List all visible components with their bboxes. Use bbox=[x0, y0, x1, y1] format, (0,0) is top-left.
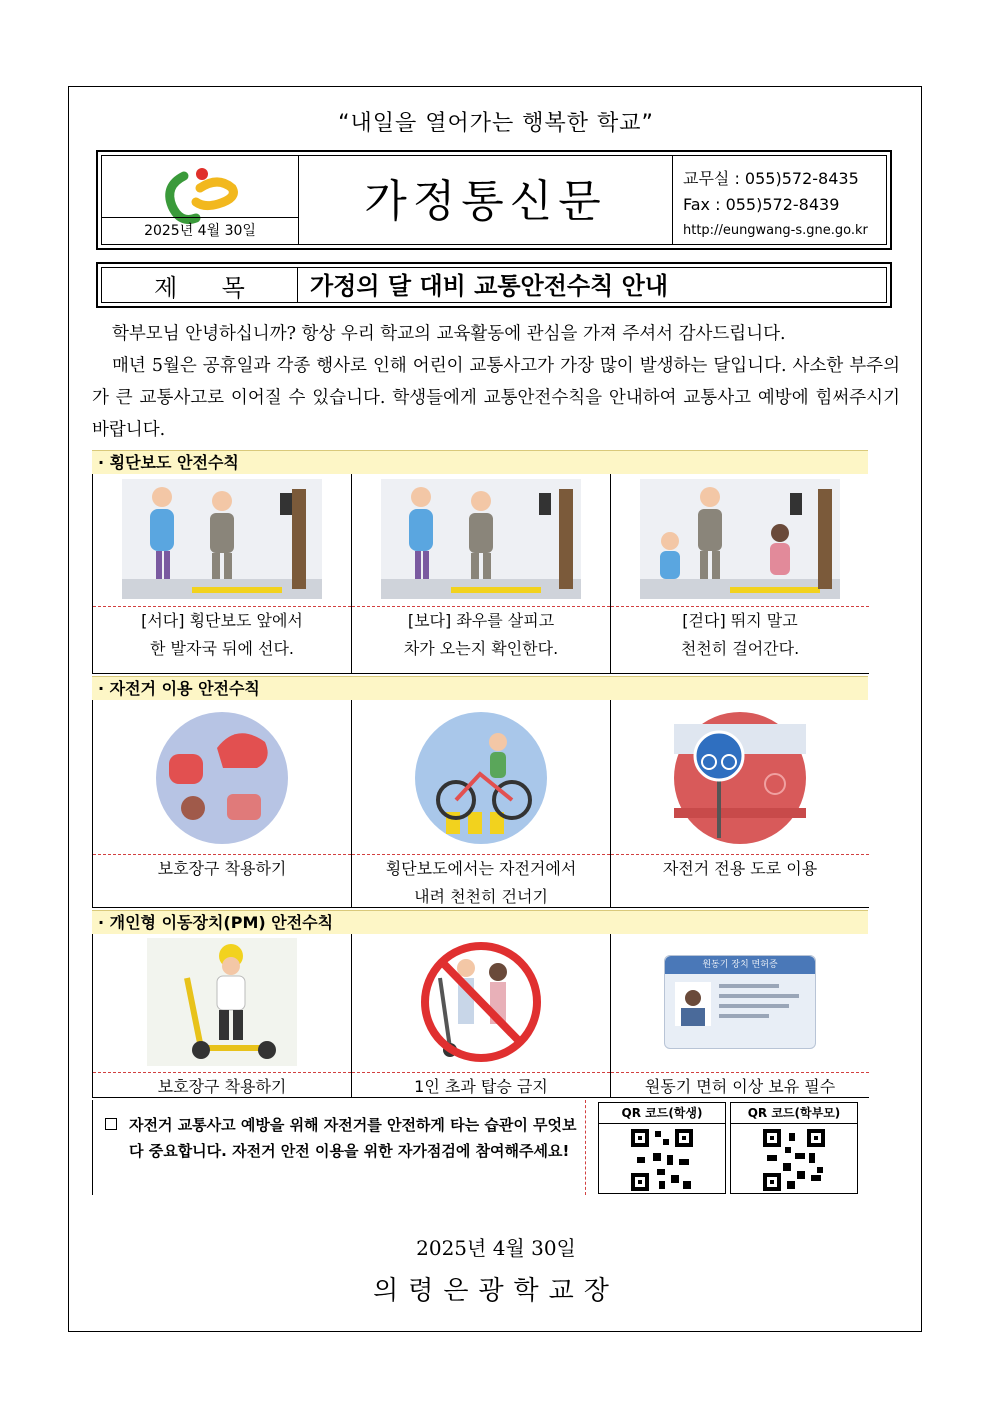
checkbox-square-icon bbox=[105, 1118, 117, 1130]
qr-code-student-icon[interactable] bbox=[631, 1129, 693, 1191]
header-box bbox=[96, 150, 892, 250]
crosswalk-grid bbox=[92, 474, 869, 674]
slogan: “내일을 열어가는 행복한 학교” bbox=[338, 111, 654, 136]
qr-student-label: QR 코드(학생) bbox=[599, 1103, 725, 1124]
pm-cell-one-rider bbox=[352, 934, 611, 1098]
contact-info bbox=[672, 156, 886, 244]
footer-date: 2025년 4월 30일 bbox=[416, 1236, 576, 1260]
bicycle-grid bbox=[92, 700, 869, 908]
crosswalk-caption-walk: [걷다] 뛰지 말고 천천히 걸어간다. bbox=[611, 606, 869, 663]
bicycle-cell-lane bbox=[611, 700, 869, 908]
pm-caption-gear: 보호장구 착용하기 bbox=[93, 1072, 351, 1101]
bicycle-crosswalk-icon bbox=[406, 708, 556, 848]
bicycle-caption-lane: 자전거 전용 도로 이용 bbox=[611, 854, 869, 883]
intro-paragraph: 학부모님 안녕하십니까? 항상 우리 학교의 교육활동에 관심을 가져 주셔서 감사드립니다. bbox=[112, 324, 786, 344]
crosswalk-cell-look bbox=[352, 474, 611, 674]
intro-paragraph: 매년 5월은 공휴일과 각종 행사로 인해 어린이 교통사고가 가장 많이 발생하는 달입니다. 사소한 부주의가 큰 교통사고로 이어질 수 있습니다. 학생들에게 교통안전수칙을 안내하여 교통사고 예방에 힘써주시기 바랍니다. bbox=[92, 356, 900, 440]
bicycle-cell-gear bbox=[93, 700, 352, 908]
bicycle-cell-crosswalk bbox=[352, 700, 611, 908]
license-text-lines-icon bbox=[719, 984, 805, 1028]
subject-box bbox=[96, 262, 892, 308]
scooter-rider-icon bbox=[147, 938, 297, 1066]
subject-text: 가정의 달 대비 교통안전수칙 안내 bbox=[310, 272, 668, 300]
crosswalk-cell-walk bbox=[611, 474, 869, 674]
qr-parent-box[interactable] bbox=[730, 1102, 858, 1194]
school-logo-cell bbox=[102, 156, 299, 244]
crosswalk-stand-illustration-icon bbox=[122, 479, 322, 599]
notice-text: 자전거 교통사고 예방을 위해 자전거를 안전하게 타는 습관이 무엇보다 중요합니다. 자전거 안전 이용을 위한 자가점검에 참여해주세요! bbox=[129, 1116, 577, 1160]
license-card-title: 원동기 장치 면허증 bbox=[665, 956, 815, 974]
bicycle-lane-sign-icon bbox=[665, 708, 815, 848]
school-url[interactable]: http://eungwang-s.gne.go.kr bbox=[683, 223, 868, 238]
crosswalk-look-illustration-icon bbox=[381, 479, 581, 599]
principal-name: 의령은광학교장 bbox=[373, 1276, 619, 1306]
no-double-riding-icon bbox=[406, 938, 556, 1066]
bicycle-caption-gear: 보호장구 착용하기 bbox=[93, 854, 351, 883]
crosswalk-caption-look: [보다] 좌우를 살피고 차가 오는지 확인한다. bbox=[352, 606, 610, 663]
section-title-crosswalk: · 횡단보도 안전수칙 bbox=[92, 450, 868, 474]
document-title: 가정통신문 bbox=[364, 176, 607, 227]
license-card bbox=[664, 955, 816, 1049]
qr-parent-label: QR 코드(학부모) bbox=[731, 1103, 857, 1124]
fax-number: Fax : 055)572-8439 bbox=[683, 195, 840, 214]
crosswalk-cell-stand bbox=[93, 474, 352, 674]
header-date: 2025년 4월 30일 bbox=[102, 217, 298, 244]
crosswalk-walk-illustration-icon bbox=[640, 479, 840, 599]
license-photo-icon bbox=[675, 982, 711, 1026]
pm-grid bbox=[92, 934, 869, 1098]
qr-student-box[interactable] bbox=[598, 1102, 726, 1194]
qr-code-parent-icon[interactable] bbox=[763, 1129, 825, 1191]
protective-gear-icon bbox=[147, 708, 297, 848]
section-title-bicycle: · 자전거 이용 안전수칙 bbox=[92, 676, 868, 700]
section-title-pm: · 개인형 이동장치(PM) 안전수칙 bbox=[92, 910, 868, 934]
notice-box bbox=[92, 1100, 586, 1195]
pm-cell-license bbox=[611, 934, 869, 1098]
pm-caption-one-rider: 1인 초과 탑승 금지 bbox=[352, 1072, 610, 1101]
phone-number: 교무실 : 055)572-8435 bbox=[683, 169, 859, 188]
crosswalk-caption-stand: [서다] 횡단보도 앞에서 한 발자국 뒤에 선다. bbox=[93, 606, 351, 663]
intro-text bbox=[92, 318, 900, 446]
bicycle-caption-crosswalk: 횡단보도에서는 자전거에서 내려 천천히 건너기 bbox=[352, 854, 610, 911]
pm-caption-license: 원동기 면허 이상 보유 필수 bbox=[611, 1072, 869, 1101]
pm-cell-gear bbox=[93, 934, 352, 1098]
subject-label: 제 목 bbox=[102, 268, 298, 302]
